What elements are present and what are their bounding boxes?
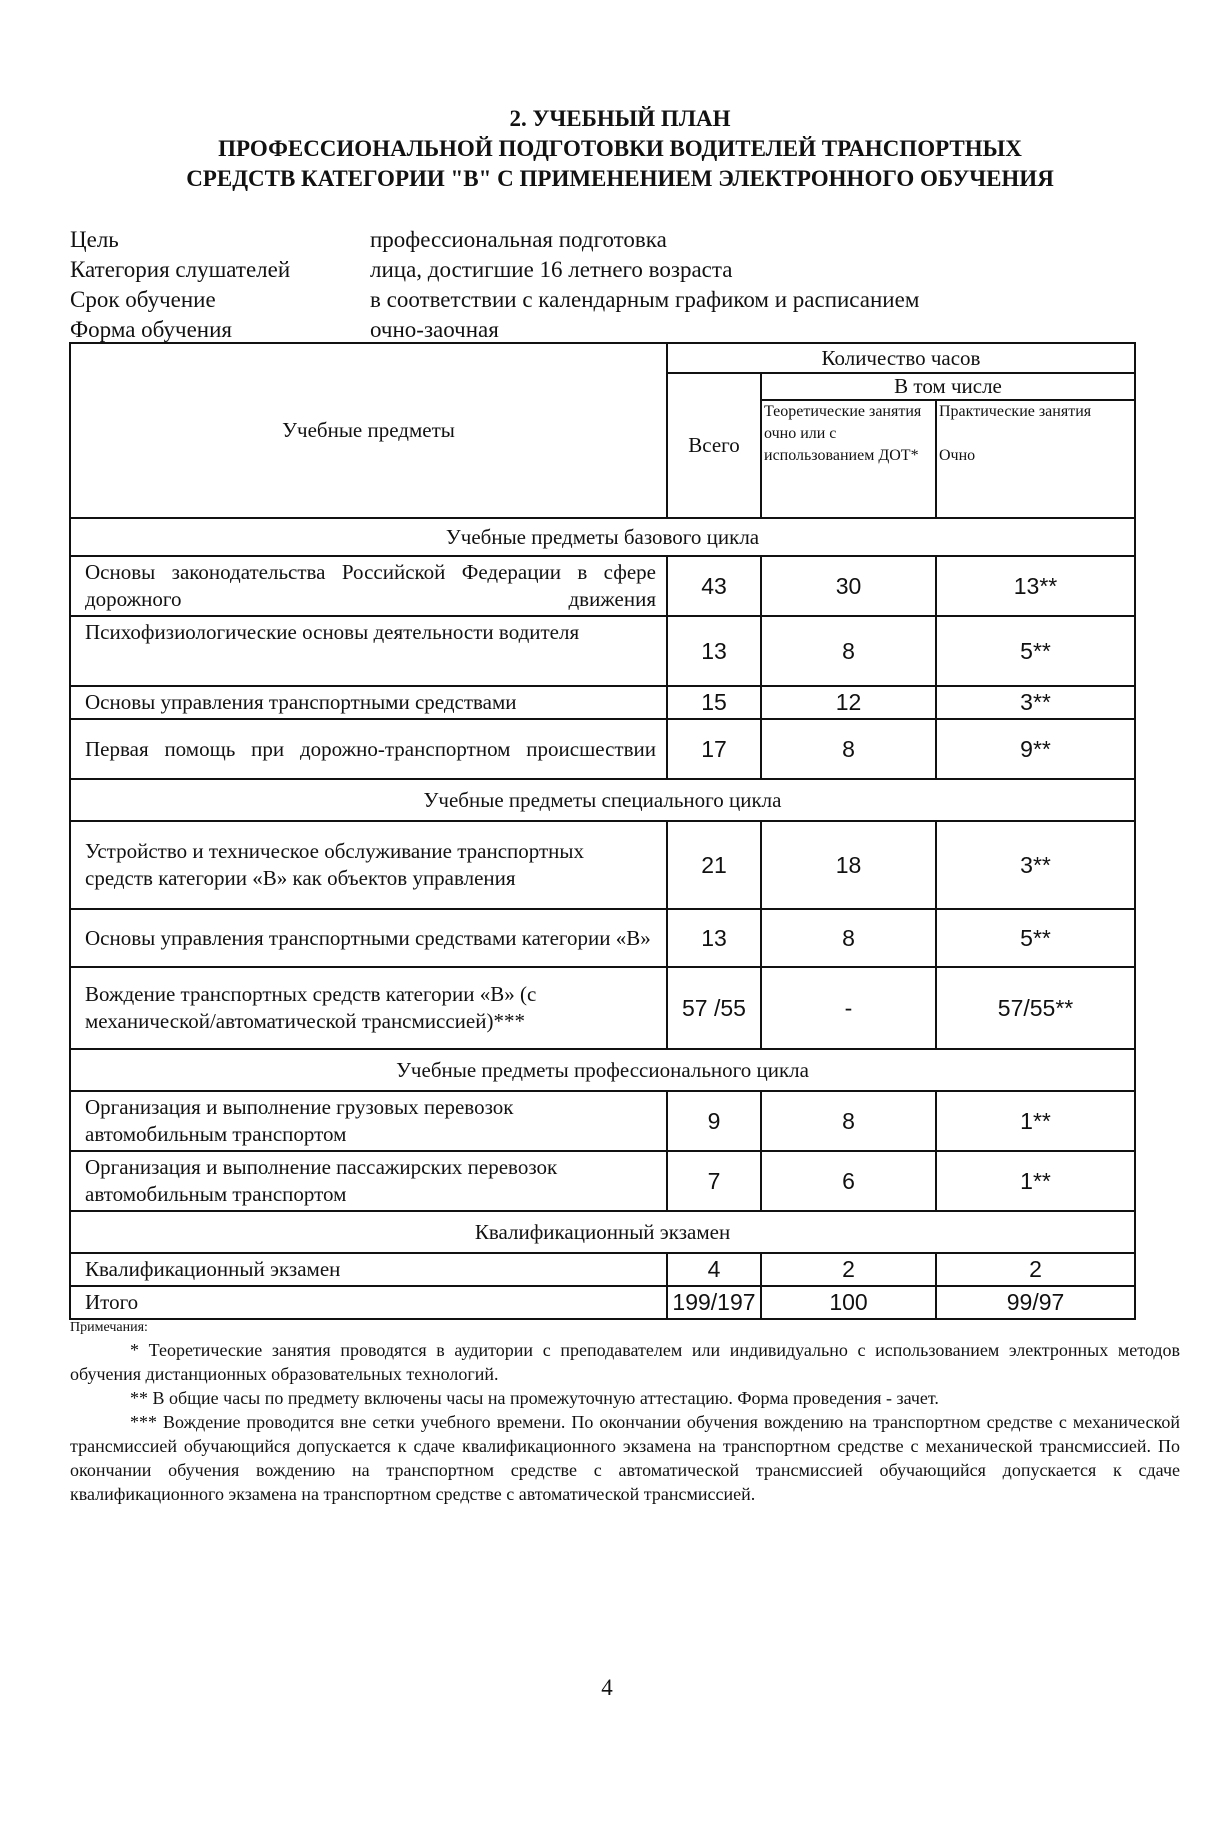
hours-total: 15 (667, 686, 761, 719)
curriculum-table (69, 342, 1136, 1320)
hours-practice: 5** (936, 909, 1135, 967)
note-attestation: ** В общие часы по предмету включены часы на промежуточную аттестацию. Форма проведения - зачет. (130, 1388, 939, 1408)
subject-name: Психофизиологические основы деятельности водителя (70, 616, 667, 686)
grand-total: 199/197 (667, 1286, 761, 1319)
plan-title-line-2: СРЕДСТВ КАТЕГОРИИ "В" С ПРИМЕНЕНИЕМ ЭЛЕКТРОННОГО ОБУЧЕНИЯ (186, 166, 1054, 191)
hours-header: Количество часов (667, 343, 1135, 373)
hours-total: 57 /55 (667, 967, 761, 1049)
meta-value: профессиональная подготовка (370, 227, 667, 252)
meta-row (70, 225, 919, 255)
notes-block (70, 1318, 1180, 1506)
meta-value: очно-заочная (370, 317, 499, 342)
hours-practice: 5** (936, 616, 1135, 686)
practice-header-label: Практические занятия (939, 403, 1092, 420)
hours-practice: 3** (936, 686, 1135, 719)
section-title: Учебные предметы специального цикла (70, 779, 1135, 821)
meta-key: Срок обучение (70, 287, 216, 312)
hours-total: 21 (667, 821, 761, 909)
practice-header (936, 400, 1135, 518)
practice-header-form: Очно (939, 447, 976, 464)
meta-value: в соответствии с календарным графиком и расписанием (370, 287, 920, 312)
subject-name: Первая помощь при дорожно-транспортном происшествии (70, 719, 667, 779)
hours-total: 9 (667, 1091, 761, 1151)
hours-theory: 30 (761, 556, 936, 616)
page-number: 4 (601, 1675, 613, 1700)
hours-total: 13 (667, 909, 761, 967)
hours-practice: 1** (936, 1151, 1135, 1211)
hours-practice: 9** (936, 719, 1135, 779)
meta-key: Форма обучения (70, 317, 232, 342)
meta-key: Категория слушателей (70, 257, 291, 282)
grand-total-practice: 99/97 (936, 1286, 1135, 1319)
notes-label: Примечания: (70, 1320, 148, 1335)
subject-name: Устройство и техническое обслуживание транспортных средств категории «В» как объектов управления (70, 821, 667, 909)
hours-theory: 8 (761, 1091, 936, 1151)
subject-name: Организация и выполнение грузовых перевозок автомобильным транспортом (70, 1091, 667, 1151)
hours-theory: 18 (761, 821, 936, 909)
grand-total-theory: 100 (761, 1286, 936, 1319)
hours-practice: 3** (936, 821, 1135, 909)
hours-theory: 8 (761, 616, 936, 686)
hours-theory: 12 (761, 686, 936, 719)
section-title: Учебные предметы профессионального цикла (70, 1049, 1135, 1091)
subjects-header: Учебные предметы (70, 343, 667, 518)
meta-row (70, 315, 919, 345)
subject-name: Вождение транспортных средств категории «В» (с механической/автоматической трансмиссией)*** (70, 967, 667, 1049)
hours-practice: 13** (936, 556, 1135, 616)
hours-theory: - (761, 967, 936, 1049)
hours-total: 17 (667, 719, 761, 779)
subject-name: Квалификационный экзамен (70, 1253, 667, 1286)
hours-practice: 1** (936, 1091, 1135, 1151)
hours-practice: 2 (936, 1253, 1135, 1286)
hours-theory: 6 (761, 1151, 936, 1211)
theory-header: Теоретические занятия очно или с использованием ДОТ* (761, 400, 936, 518)
hours-total: 7 (667, 1151, 761, 1211)
meta-row (70, 285, 919, 315)
section-heading: 2. УЧЕБНЫЙ ПЛАН (509, 106, 731, 131)
meta-key: Цель (70, 227, 119, 252)
hours-total: 4 (667, 1253, 761, 1286)
subject-name: Основы законодательства Российской Федерации в сфере дорожного движения (70, 556, 667, 616)
hours-practice: 57/55** (936, 967, 1135, 1049)
note-driving: *** Вождение проводится вне сетки учебного времени. По окончании обучения вождению на транспортном средстве с механической трансмиссией обучающийся допускается к сдаче квалификационного экзамена на транспортном средстве с механической трансмиссией. По окончании обучения вождению на транспортном средстве с автоматической трансмиссией обучающийся допускается к сдаче квалификационного экзамена на транспортном средстве с автоматической трансмиссией. (70, 1412, 1180, 1504)
meta-value: лица, достигшие 16 летнего возраста (370, 257, 733, 282)
subject-name: Основы управления транспортными средствами категории «В» (70, 909, 667, 967)
plan-title-line-1: ПРОФЕССИОНАЛЬНОЙ ПОДГОТОВКИ ВОДИТЕЛЕЙ ТРАНСПОРТНЫХ (218, 136, 1022, 161)
total-header: Всего (667, 373, 761, 518)
hours-theory: 8 (761, 719, 936, 779)
hours-total: 13 (667, 616, 761, 686)
including-header: В том числе (761, 373, 1135, 400)
section-title: Квалификационный экзамен (70, 1211, 1135, 1253)
note-theory: * Теоретические занятия проводятся в аудитории с преподавателем или индивидуально с использованием электронных методов обучения дистанционных образовательных технологий. (70, 1340, 1180, 1384)
hours-theory: 2 (761, 1253, 936, 1286)
subject-name: Основы управления транспортными средствами (70, 686, 667, 719)
plan-meta (70, 225, 919, 345)
hours-theory: 8 (761, 909, 936, 967)
total-label: Итого (70, 1286, 667, 1319)
subject-name: Организация и выполнение пассажирских перевозок автомобильным транспортом (70, 1151, 667, 1211)
meta-row (70, 255, 919, 285)
section-title: Учебные предметы базового цикла (70, 518, 1135, 556)
hours-total: 43 (667, 556, 761, 616)
